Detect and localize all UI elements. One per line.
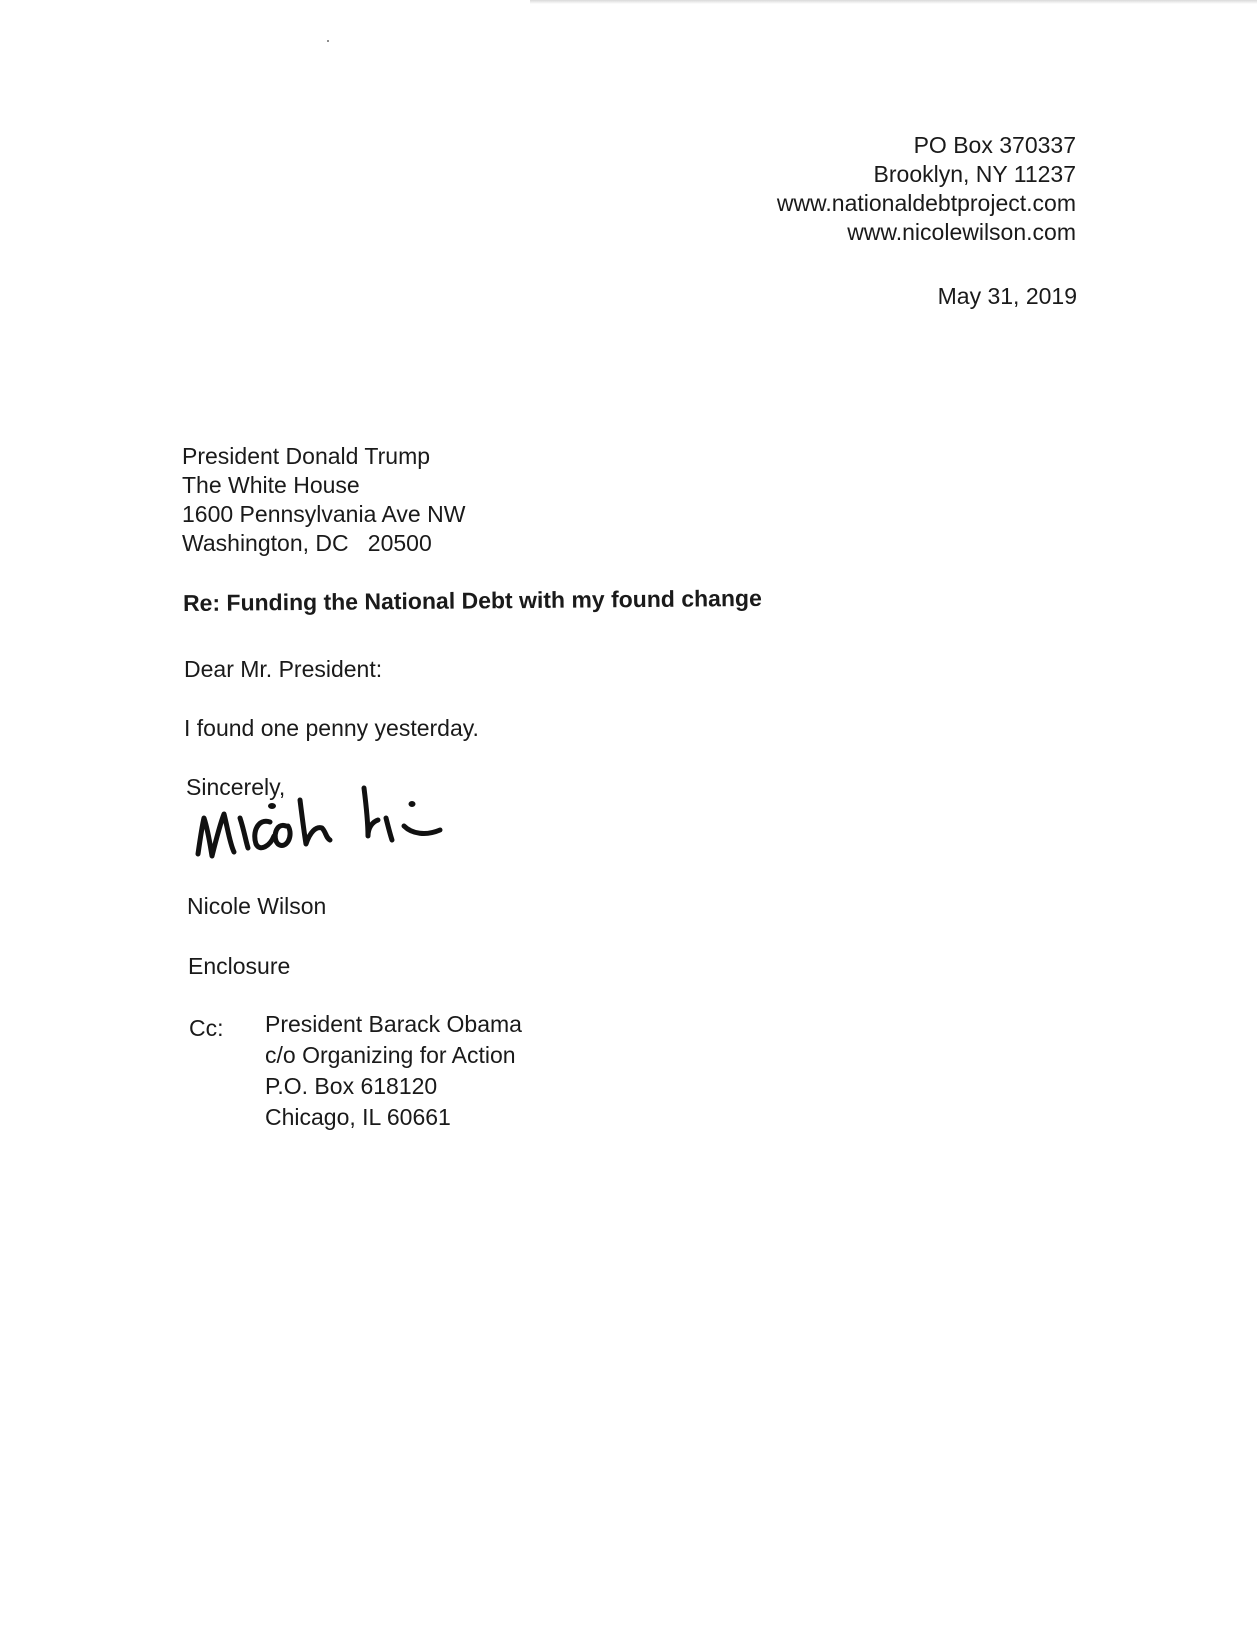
letter-body: I found one penny yesterday.: [184, 715, 479, 741]
cc-city-state-zip: Chicago, IL 60661: [265, 1104, 451, 1130]
subject-line: Re: Funding the National Debt with my found change: [182, 584, 762, 616]
scan-speck: [327, 40, 329, 42]
scan-edge-shadow: [530, 0, 1257, 4]
recipient-city-state-zip: Washington, DC 20500: [182, 530, 432, 556]
return-website-1: www.nationaldebtproject.com: [776, 190, 1076, 216]
recipient-name: President Donald Trump: [182, 443, 431, 469]
return-city-state-zip: Brooklyn, NY 11237: [873, 161, 1076, 187]
signer-name: Nicole Wilson: [187, 893, 327, 919]
cc-address: [265, 1009, 522, 1133]
cc-name: President Barack Obama: [265, 1011, 522, 1037]
return-address: [777, 131, 1076, 247]
cc-label: Cc:: [189, 1015, 224, 1041]
recipient-street: 1600 Pennsylvania Ave NW: [182, 501, 466, 527]
handwritten-signature: [190, 782, 470, 882]
salutation: Dear Mr. President:: [184, 656, 383, 682]
closing: Sincerely,: [186, 774, 286, 800]
letter-date: May 31, 2019: [937, 283, 1077, 309]
recipient-organization: The White House: [182, 472, 360, 498]
cc-po-box: P.O. Box 618120: [265, 1073, 438, 1099]
recipient-address: [182, 442, 465, 558]
enclosure-note: Enclosure: [188, 953, 291, 979]
return-po-box: PO Box 370337: [913, 132, 1076, 158]
return-website-2: www.nicolewilson.com: [847, 219, 1076, 245]
cc-care-of: c/o Organizing for Action: [265, 1042, 516, 1068]
